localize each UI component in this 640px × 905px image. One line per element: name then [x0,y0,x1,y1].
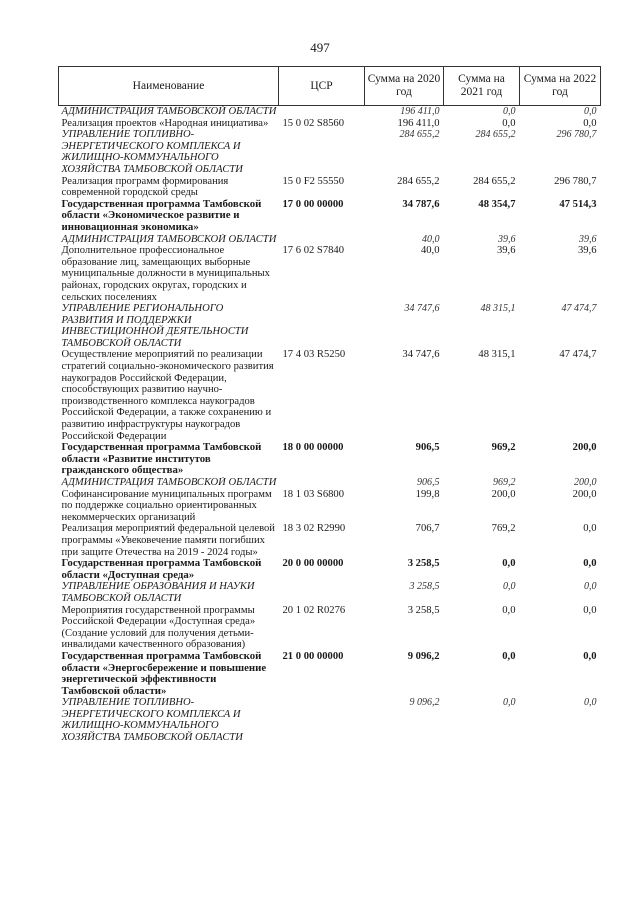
row-csr: 18 0 00 00000 [282,442,344,454]
row-sum-2021: 39,6 [498,233,516,245]
row-sum-2021: 39,6 [496,245,516,257]
row-sum-2020: 40,0 [422,233,440,245]
row-sum-2021: 0,0 [503,581,516,593]
row-sum-2020: 199,8 [415,488,440,500]
row-sum-2020: 3 258,5 [407,604,440,616]
row-sum-2020: 196 411,0 [400,106,440,117]
table-row [59,118,601,130]
row-sum-2022: 296 780,7 [556,129,597,141]
table-row [59,523,601,558]
row-sum-2021: 48 354,7 [478,198,516,210]
row-sum-2022: 0,0 [583,523,597,535]
row-sum-2020: 284 655,2 [399,129,440,141]
row-csr: 21 0 00 00000 [282,650,344,662]
table-header-row [59,67,601,106]
table-row [59,442,601,477]
row-sum-2022: 200,0 [572,442,597,454]
page-number: 497 [310,40,330,55]
row-csr [279,477,365,489]
row-sum-2020: 3 258,5 [407,558,440,570]
row-sum-2022: 0,0 [583,558,597,570]
row-csr: 17 4 03 R5250 [282,349,346,361]
row-sum-2021: 0,0 [503,697,516,709]
row-csr: 15 0 02 S8560 [282,117,345,129]
row-sum-2020: 284 655,2 [397,175,440,187]
table-row [59,477,601,489]
table-row [59,349,601,442]
row-sum-2021: 0,0 [502,604,516,616]
row-name: Государственная программа Тамбовской области «Доступная среда» [61,558,262,581]
row-name: УПРАВЛЕНИЕ РЕГИОНАЛЬНОГО РАЗВИТИЯ И ПОДДЕРЖКИ ИНВЕСТИЦИОННОЙ ДЕЯТЕЛЬНОСТИ ТАМБОВСКОЙ ОБЛАСТИ [61,303,249,349]
table-row [59,651,601,697]
row-sum-2020: 9 096,2 [409,697,440,709]
row-sum-2020: 9 096,2 [407,650,440,662]
row-csr [279,129,365,175]
row-sum-2022: 39,6 [579,233,597,245]
row-sum-2020: 40,0 [420,245,440,257]
row-name: АДМИНИСТРАЦИЯ ТАМБОВСКОЙ ОБЛАСТИ [61,106,277,117]
row-sum-2021: 969,2 [493,477,516,488]
row-csr [279,581,365,604]
row-sum-2022: 200,0 [574,477,597,488]
row-sum-2020: 906,5 [415,442,440,454]
row-sum-2022: 296 780,7 [554,175,597,187]
header-csr: ЦСР [279,67,365,106]
row-name: УПРАВЛЕНИЕ ОБРАЗОВАНИЯ И НАУКИ ТАМБОВСКОЙ ОБЛАСТИ [61,581,255,604]
row-sum-2022: 47 514,3 [559,198,597,210]
row-name: Мероприятия государственной программы Российской Федерации «Доступная среда» (Создание условий для получения детьми-инвалидами качественного образования) [61,604,256,651]
row-name: АДМИНИСТРАЦИЯ ТАМБОВСКОЙ ОБЛАСТИ [61,233,277,245]
table-row [59,129,601,175]
row-csr [279,303,365,349]
row-name: Дополнительное профессиональное образование лиц, замещающих выборные муниципальные должности в муниципальных районах, городских округах, городских и сельских поселениях [61,245,270,303]
table-row [59,558,601,581]
row-name: Софинансирование муниципальных программ по поддержке социально ориентированных некоммерческих организаций [61,488,272,523]
row-sum-2022: 0,0 [584,581,597,593]
row-csr: 18 3 02 R2990 [282,523,346,535]
row-sum-2021: 0,0 [502,117,516,129]
row-sum-2020: 196 411,0 [397,117,440,129]
row-sum-2022: 0,0 [584,697,597,709]
row-sum-2022: 39,6 [577,245,597,257]
row-sum-2020: 3 258,5 [409,581,440,593]
row-name: УПРАВЛЕНИЕ ТОПЛИВНО-ЭНЕРГЕТИЧЕСКОГО КОМПЛЕКСА И ЖИЛИЩНО-КОММУНАЛЬНОГО ХОЗЯЙСТВА ТАМБОВСКОЙ ОБЛАСТИ [61,697,243,744]
table-row [59,581,601,604]
row-sum-2020: 706,7 [415,523,440,535]
row-sum-2022: 47 474,7 [559,349,597,361]
table-row [59,303,601,349]
table-row [59,176,601,199]
header-sum-2021: Сумма на 2021 год [444,67,520,106]
row-name: Государственная программа Тамбовской области «Энергосбережение и повышение энергетической эффективности Тамбовской области» [61,650,267,697]
table-row [59,234,601,246]
header-sum-2022: Сумма на 2022 год [520,67,601,106]
table-row [59,106,601,118]
row-csr: 18 1 03 S6800 [282,488,345,500]
budget-table [58,66,601,744]
row-csr: 20 1 02 R0276 [282,604,346,616]
row-csr: 20 0 00 00000 [282,558,344,570]
row-sum-2022: 0,0 [583,604,597,616]
row-sum-2022: 47 474,7 [561,303,597,315]
table-row [59,605,601,651]
row-csr [279,106,365,118]
row-csr [279,234,365,246]
row-sum-2021: 769,2 [491,523,516,535]
row-csr: 15 0 F2 55550 [282,175,345,187]
row-name: АДМИНИСТРАЦИЯ ТАМБОВСКОЙ ОБЛАСТИ [61,477,277,488]
row-sum-2020: 906,5 [417,477,440,488]
row-sum-2020: 34 787,6 [402,198,440,210]
row-name: УПРАВЛЕНИЕ ТОПЛИВНО-ЭНЕРГЕТИЧЕСКОГО КОМПЛЕКСА И ЖИЛИЩНО-КОММУНАЛЬНОГО ХОЗЯЙСТВА ТАМБОВСКОЙ ОБЛАСТИ [61,129,243,175]
header-sum-2020: Сумма на 2020 год [365,67,444,106]
row-sum-2021: 0,0 [503,106,516,117]
header-name: Наименование [59,67,279,106]
row-name: Реализация проектов «Народная инициатива» [61,117,269,129]
row-sum-2021: 284 655,2 [473,175,516,187]
table-row [59,489,601,524]
row-name: Государственная программа Тамбовской области «Экономическое развитие и инновационная экономика» [61,198,262,233]
row-sum-2021: 284 655,2 [475,129,516,141]
row-sum-2021: 48 315,1 [480,303,516,315]
row-csr [279,697,365,743]
row-sum-2021: 0,0 [502,558,516,570]
row-sum-2020: 34 747,6 [402,349,440,361]
row-sum-2022: 0,0 [584,106,597,117]
row-sum-2021: 969,2 [491,442,516,454]
table-row [59,199,601,234]
table-row [59,697,601,743]
row-name: Реализация мероприятий федеральной целевой программы «Увековечение памяти погибших при защите Отечества на 2019 - 2024 годы» [61,523,275,558]
row-csr: 17 0 00 00000 [282,198,344,210]
table-row [59,245,601,303]
row-sum-2020: 34 747,6 [404,303,440,315]
row-sum-2022: 200,0 [572,488,597,500]
row-sum-2022: 0,0 [583,117,597,129]
row-sum-2022: 0,0 [583,650,597,662]
row-sum-2021: 200,0 [491,488,516,500]
row-name: Осуществление мероприятий по реализации стратегий социально-экономического развития наукоградов Российской Федерации, способствующих развитию научно-производственного комплекса наукоградов Российской Федерации, а также сохранению и развитию инфраструктуры наукоградов Российской Федерации [61,349,274,442]
row-csr: 17 6 02 S7840 [282,245,345,257]
row-name: Государственная программа Тамбовской области «Развитие институтов гражданского общества» [61,442,262,477]
row-sum-2021: 0,0 [502,650,516,662]
row-name: Реализация программ формирования современной городской среды [61,175,229,199]
row-sum-2021: 48 315,1 [478,349,516,361]
